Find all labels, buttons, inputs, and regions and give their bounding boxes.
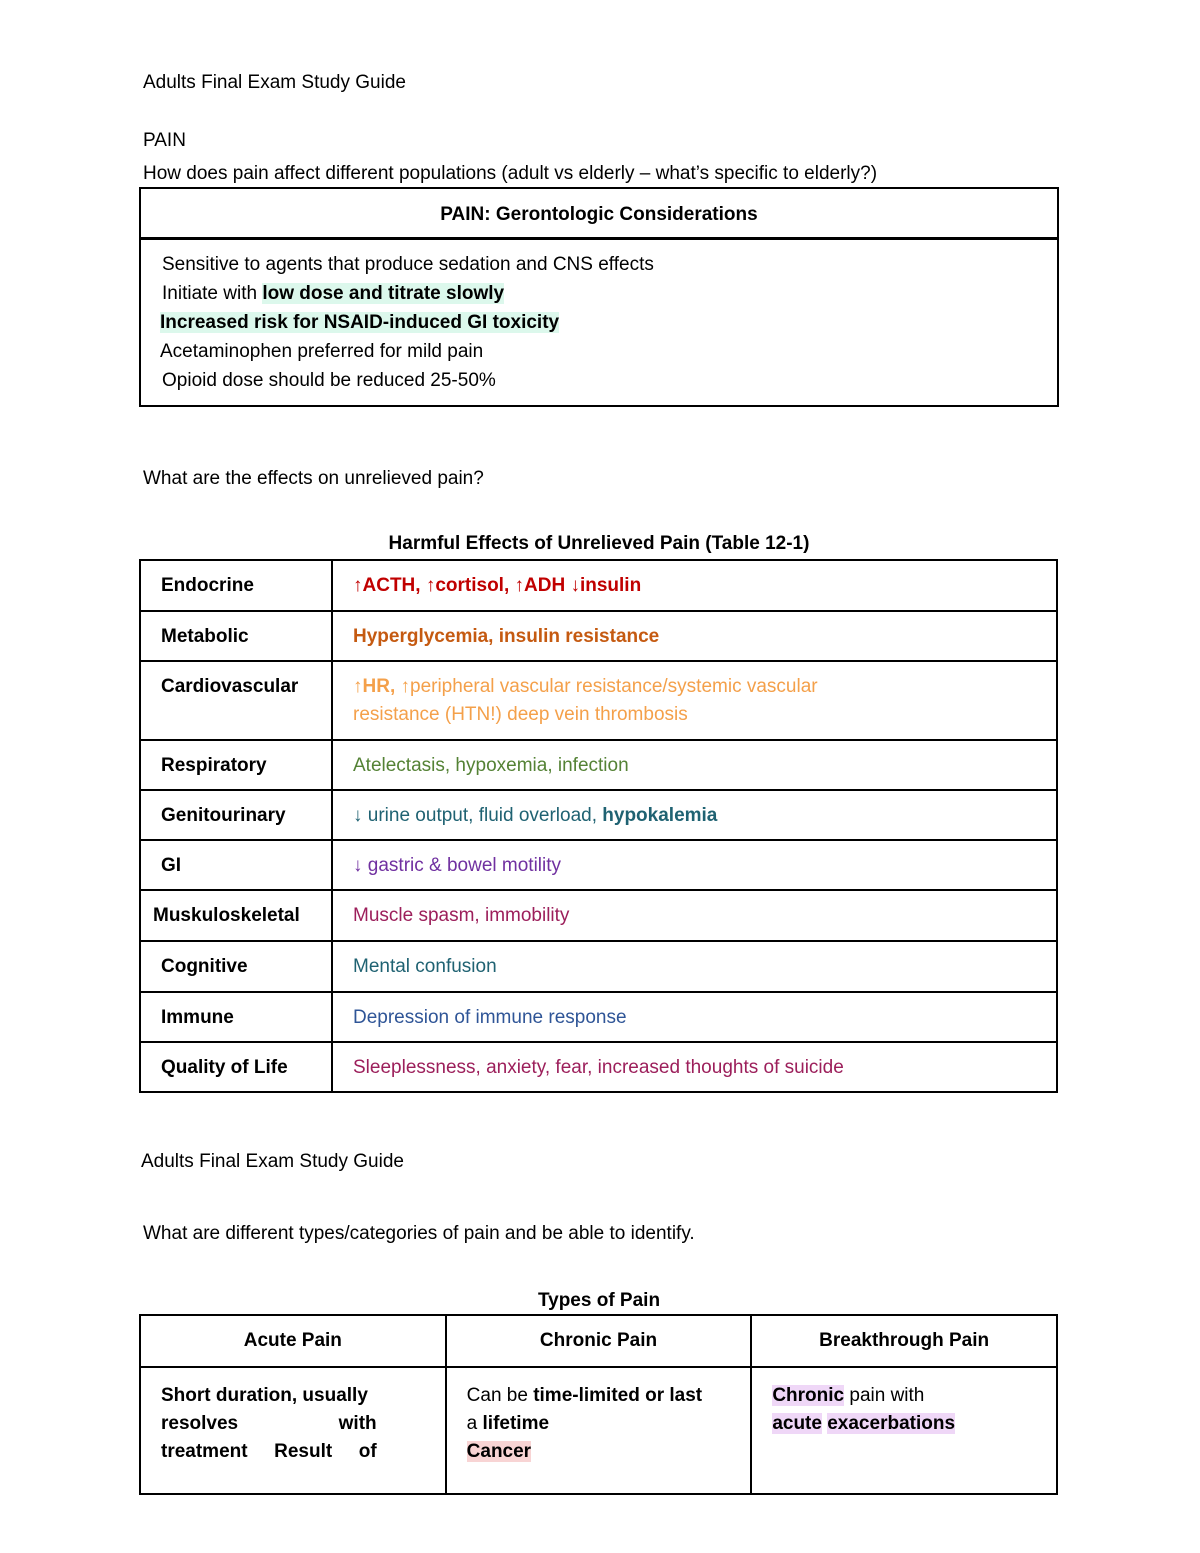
system-cell: GI [140, 840, 332, 890]
effect-cell: Muscle spasm, immobility [332, 890, 1057, 941]
types-caption: Types of Pain [537, 1290, 661, 1311]
gerontologic-line-3-highlight: Increased risk for NSAID-induced GI toxicity [160, 312, 560, 333]
table-row [140, 661, 1057, 740]
acute-line-2 [161, 1410, 377, 1438]
gerontologic-line-2 [162, 283, 504, 305]
system-cell: Cognitive [140, 941, 332, 992]
chronic-text: a [466, 1413, 483, 1434]
table-row [140, 1367, 1057, 1494]
breakthrough-exacerbations: exacerbations [827, 1413, 956, 1434]
gerontologic-line-5: Opioid dose should be reduced 25-50% [162, 370, 496, 391]
question-unrelieved: What are the effects on unrelieved pain? [143, 468, 484, 489]
table-row [140, 1042, 1057, 1092]
effect-cell: Depression of immune response [332, 992, 1057, 1042]
chronic-cancer: Cancer [466, 1441, 532, 1462]
breakthrough-cell [751, 1367, 1057, 1494]
effect-cell: Atelectasis, hypoxemia, infection [332, 740, 1057, 790]
acute-cell [140, 1367, 446, 1494]
effect-cell: ↓ gastric & bowel motility [332, 840, 1057, 890]
breakthrough-line-2 [772, 1410, 1042, 1438]
acute-line-3 [161, 1438, 377, 1466]
chronic-line-3 [467, 1438, 737, 1466]
effect-cell: Hyperglycemia, insulin resistance [332, 611, 1057, 661]
header-chronic: Chronic Pain [446, 1315, 752, 1367]
gerontologic-line-2-highlight: low dose and titrate slowly [262, 283, 505, 304]
acute-line-1: Short duration, usually [161, 1385, 368, 1406]
effect-cell: ↑ACTH, ↑cortisol, ↑ADH ↓insulin [332, 560, 1057, 611]
gerontologic-divider [139, 237, 1059, 240]
acute-word: resolves [161, 1413, 239, 1434]
question-populations: How does pain affect different populations (adult vs elderly – what’s specific to elderly?) [143, 163, 878, 184]
chronic-text: Can be [466, 1385, 534, 1406]
chronic-line-1 [467, 1382, 737, 1410]
effect-cell [332, 790, 1057, 840]
harmful-caption: Harmful Effects of Unrelieved Pain (Table 12-1) [388, 533, 810, 554]
effect-cell: Sleeplessness, anxiety, fear, increased thoughts of suicide [332, 1042, 1057, 1092]
table-row [140, 840, 1057, 890]
table-row [140, 740, 1057, 790]
gerontologic-line-3 [160, 312, 559, 334]
system-cell: Cardiovascular [140, 661, 332, 740]
chronic-line-2 [467, 1410, 737, 1438]
system-cell: Metabolic [140, 611, 332, 661]
harmful-effects-table [139, 559, 1058, 1093]
table-row [140, 890, 1057, 941]
effect-cell [332, 661, 1057, 740]
chronic-cell [446, 1367, 752, 1494]
doc-title-2: Adults Final Exam Study Guide [141, 1151, 404, 1172]
effect-hr: ↑HR, [353, 676, 401, 697]
header-acute: Acute Pain [140, 1315, 446, 1367]
table-row [140, 992, 1057, 1042]
breakthrough-chronic: Chronic [772, 1385, 845, 1406]
doc-title: Adults Final Exam Study Guide [143, 72, 406, 93]
system-cell: Genitourinary [140, 790, 332, 840]
section-heading-pain: PAIN [143, 130, 186, 151]
table-row [140, 560, 1057, 611]
breakthrough-line-1 [772, 1382, 1042, 1410]
chronic-text-bold: lifetime [482, 1413, 550, 1434]
system-cell: Endocrine [140, 560, 332, 611]
table-row [140, 611, 1057, 661]
breakthrough-acute: acute [772, 1413, 822, 1434]
effect-pvr: ↑peripheral vascular resistance/systemic vascular resistance (HTN!) deep vein thrombosis [353, 676, 818, 725]
effect-hypokalemia: hypokalemia [602, 805, 718, 826]
system-cell: Quality of Life [140, 1042, 332, 1092]
header-breakthrough: Breakthrough Pain [751, 1315, 1057, 1367]
table-row [140, 1315, 1057, 1367]
question-types: What are different types/categories of pain and be able to identify. [143, 1223, 695, 1244]
effect-urine: ↓ urine output, fluid overload, [353, 805, 603, 826]
acute-word: treatment [161, 1441, 248, 1462]
table-row [140, 790, 1057, 840]
acute-word: with [338, 1413, 377, 1434]
gerontologic-line-2-prefix: Initiate with [162, 283, 263, 304]
chronic-text-bold: time-limited or last [533, 1385, 703, 1406]
gerontologic-line-1: Sensitive to agents that produce sedation and CNS effects [162, 254, 654, 275]
system-cell: Muskuloskeletal [140, 890, 332, 941]
acute-word: of [358, 1441, 377, 1462]
types-of-pain-table [139, 1314, 1058, 1495]
effect-cell: Mental confusion [332, 941, 1057, 992]
breakthrough-text: pain with [844, 1385, 925, 1406]
system-cell: Respiratory [140, 740, 332, 790]
gerontologic-line-4: Acetaminophen preferred for mild pain [160, 341, 484, 362]
acute-word: Result [274, 1441, 333, 1462]
table-row [140, 941, 1057, 992]
system-cell: Immune [140, 992, 332, 1042]
gerontologic-header: PAIN: Gerontologic Considerations [440, 204, 758, 225]
